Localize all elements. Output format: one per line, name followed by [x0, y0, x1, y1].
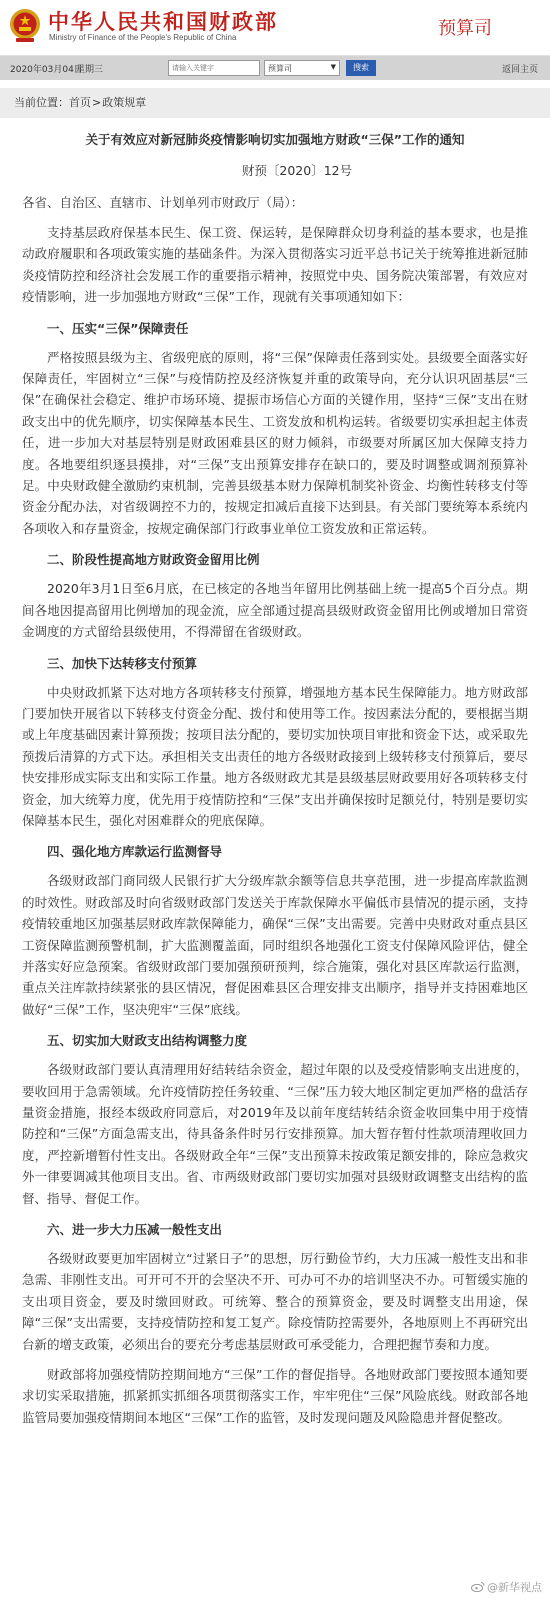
return-home-link[interactable]: 返回主页 [501, 65, 538, 75]
document-body [0, 193, 550, 1428]
section-heading: 三、加快下达转移支付预算 [47, 655, 198, 671]
document-title: 关于有效应对新冠肺炎疫情影响切实加强地方财政“三保”工作的通知 [85, 132, 465, 147]
section-heading: 五、切实加大财政支出结构调整力度 [47, 1033, 248, 1049]
closing-paragraph: 财政部将加强疫情防控期间地方“三保”工作的督促指导。各地财政部门要按照本通知要求切实采取措施，抓紧抓实抓细各项贯彻落实工作，牢牢兜住“三保”风险底线。财政部各地监管局要加强疫情期间本地区“三保”工作的监管，及时发现问题及风险隐患并督促整改。 [22, 1367, 528, 1425]
section-paragraph: 各级财政部门商同级人民银行扩大分级库款余额等信息共享范围，进一步提高库款监测的时效性。财政部及时向省级财政部门发送关于库款保障水平偏低市县情况的提示函，支持疫情较重地区加强基层财政库款保障能力，确保“三保”支出需要。完善中央财政对重点县区工资保障监测预警机制，扩大监测覆盖面，同时组织各地强化工资支付保障风险评估，健全并落实好应急预案。省级财政部门要加强预研预判，综合施策，强化对县区库款运行监测，重点关注库款持续紧张的县区情况，督促困难县区合理安排支出顺序，指导并支持困难地区做好“三保”工作，坚决兜牢“三保”底线。 [22, 873, 528, 1017]
breadcrumb-home-link[interactable]: 首页 [69, 96, 91, 109]
watermark-text: @新华视点 [487, 1581, 542, 1594]
section-heading: 四、强化地方库款运行监测督导 [47, 844, 223, 860]
weibo-icon [471, 1581, 485, 1592]
search-scope-value: 预算司 [268, 64, 292, 73]
top-toolbar [0, 56, 550, 80]
site-name-english: Ministry of Finance of the People's Republic of China [49, 33, 237, 42]
current-weekday: 星期三 [76, 65, 104, 75]
breadcrumb-separator: > [92, 96, 102, 109]
site-header [0, 0, 550, 56]
breadcrumb-prefix: 当前位置： [14, 96, 69, 109]
weibo-watermark [471, 1579, 542, 1595]
current-date: 2020年03月04日 [10, 65, 83, 75]
section-paragraph: 各级财政要更加牢固树立“过紧日子”的思想，厉行勤俭节约，大力压减一般性支出和非急需、非刚性支出。可开可不开的会坚决不开、可办可不办的培训坚决不办。可暂缓实施的支出项目资金，要及时缴回财政。可统筹、整合的预算资金，要及时调整支出用途，保障“三保”支出需要，支持疫情防控和复工复产。除疫情防控需要外，各地原则上不再研究出台新的增支政策，必须出台的要充分考虑基层财政可承受能力，合理把握节奏和力度。 [22, 1251, 528, 1352]
search-input[interactable] [168, 60, 260, 76]
section-paragraph: 严格按照县级为主、省级兜底的原则，将“三保”保障责任落到实处。县级要全面落实好保障责任，牢固树立“三保”与疫情防控及经济恢复并重的政策导向，充分认识巩固基层“三保”在确保社会稳定、维护市场环境、提振市场信心方面的关键作用，坚持“三保”支出在财政支出中的优先顺序，切实保障基本民生、工资发放和机构运转。省级要切实承担起主体责任，进一步加大对基层特别是财政困难县区的财力倾斜，市级要对所属区加大保障支持力度。各地要组织逐县摸排，对“三保”支出预算安排存在缺口的，要及时调整或调剂预算补足。中央财政健全激励约束机制，完善县级基本财力保障机制奖补资金、均衡性转移支付等资金分配办法，对省级调控不力的，按规定扣减后直接下达到县。有关部门要统筹本系统内各项收入和存量资金，按规定确保部门行政事业单位工资发放和正常运转。 [22, 349, 528, 536]
section-paragraph: 2020年3月1日至6月底，在已核定的各地当年留用比例基础上统一提高5个百分点。期间各地因提高留用比例增加的现金流，应全部通过提高县级财政资金留用比例或增加日常资金调度的方式留给县级使用，不得滞留在省级财政。 [22, 581, 528, 640]
chevron-down-icon: ▼ [330, 63, 336, 71]
breadcrumb-current[interactable]: 政策规章 [102, 96, 147, 109]
breadcrumb [0, 88, 550, 118]
document-addressee: 各省、自治区、直辖市、计划单列市财政厅（局）： [22, 195, 304, 210]
site-name[interactable]: 中华人民共和国财政部 [48, 9, 278, 34]
section-paragraph: 各级财政部门要认真清理用好结转结余资金，超过年限的以及受疫情影响支出进度的，要收回用于急需领域。允许疫情防控任务较重、“三保”压力较大地区制定更加严格的盘活存量资金措施，报经本级政府同意后，对2019年及以前年度结转结余资金收回集中用于疫情防控和“三保”方面急需支出，待具备条件时另行安排预算。加大暂存暂付性款项清理收回力度，严控新增暂付性支出。各级财政全年“三保”支出预算未按政策足额安排的，除应急救灾外一律要调减其他项目支出。省、市两级财政部门要切实加强对县级财政调整支出结构的监督、指导、督促工作。 [22, 1062, 528, 1206]
section-heading: 六、进一步大力压减一般性支出 [47, 1222, 223, 1238]
section-heading: 二、阶段性提高地方财政资金留用比例 [47, 552, 260, 568]
department-name: 预算司 [438, 18, 492, 39]
national-emblem-icon [8, 6, 42, 44]
search-button[interactable]: 搜索 [346, 60, 376, 76]
search-scope-select[interactable] [264, 60, 340, 76]
document-number: 财预〔2020〕12号 [241, 163, 353, 178]
section-heading: 一、压实“三保”保障责任 [47, 320, 189, 336]
section-paragraph: 中央财政抓紧下达对地方各项转移支付预算，增强地方基本民生保障能力。地方财政部门要加快开展省以下转移支付资金分配、拨付和使用等工作。按因素法分配的，要根据当期或上年度基础因素计算预拨；按项目法分配的，要切实加快项目审批和资金下达，或采取先预拨后清算的方式下达。承担相关支出责任的地方各级财政接到上级转移支付预算后，要尽快安排形成实际支出和实际工作量。地方各级财政尤其是县级基层财政要用好各项转移支付资金，加大统筹力度，优先用于疫情防控和“三保”支出并确保按时足额兑付，特别是要切实保障基本民生，强化对困难群众的兜底保障。 [22, 684, 528, 828]
intro-paragraph: 支持基层政府保基本民生、保工资、保运转，是保障群众切身利益的基本要求，也是推动政府履职和各项政策实施的基础条件。为深入贯彻落实习近平总书记关于统筹推进新冠肺炎疫情防控和经济社会发展工作的重要指示精神，按照党中央、国务院决策部署，有效应对疫情影响，进一步加强地方财政“三保”工作，现就有关事项通知如下： [22, 225, 528, 305]
